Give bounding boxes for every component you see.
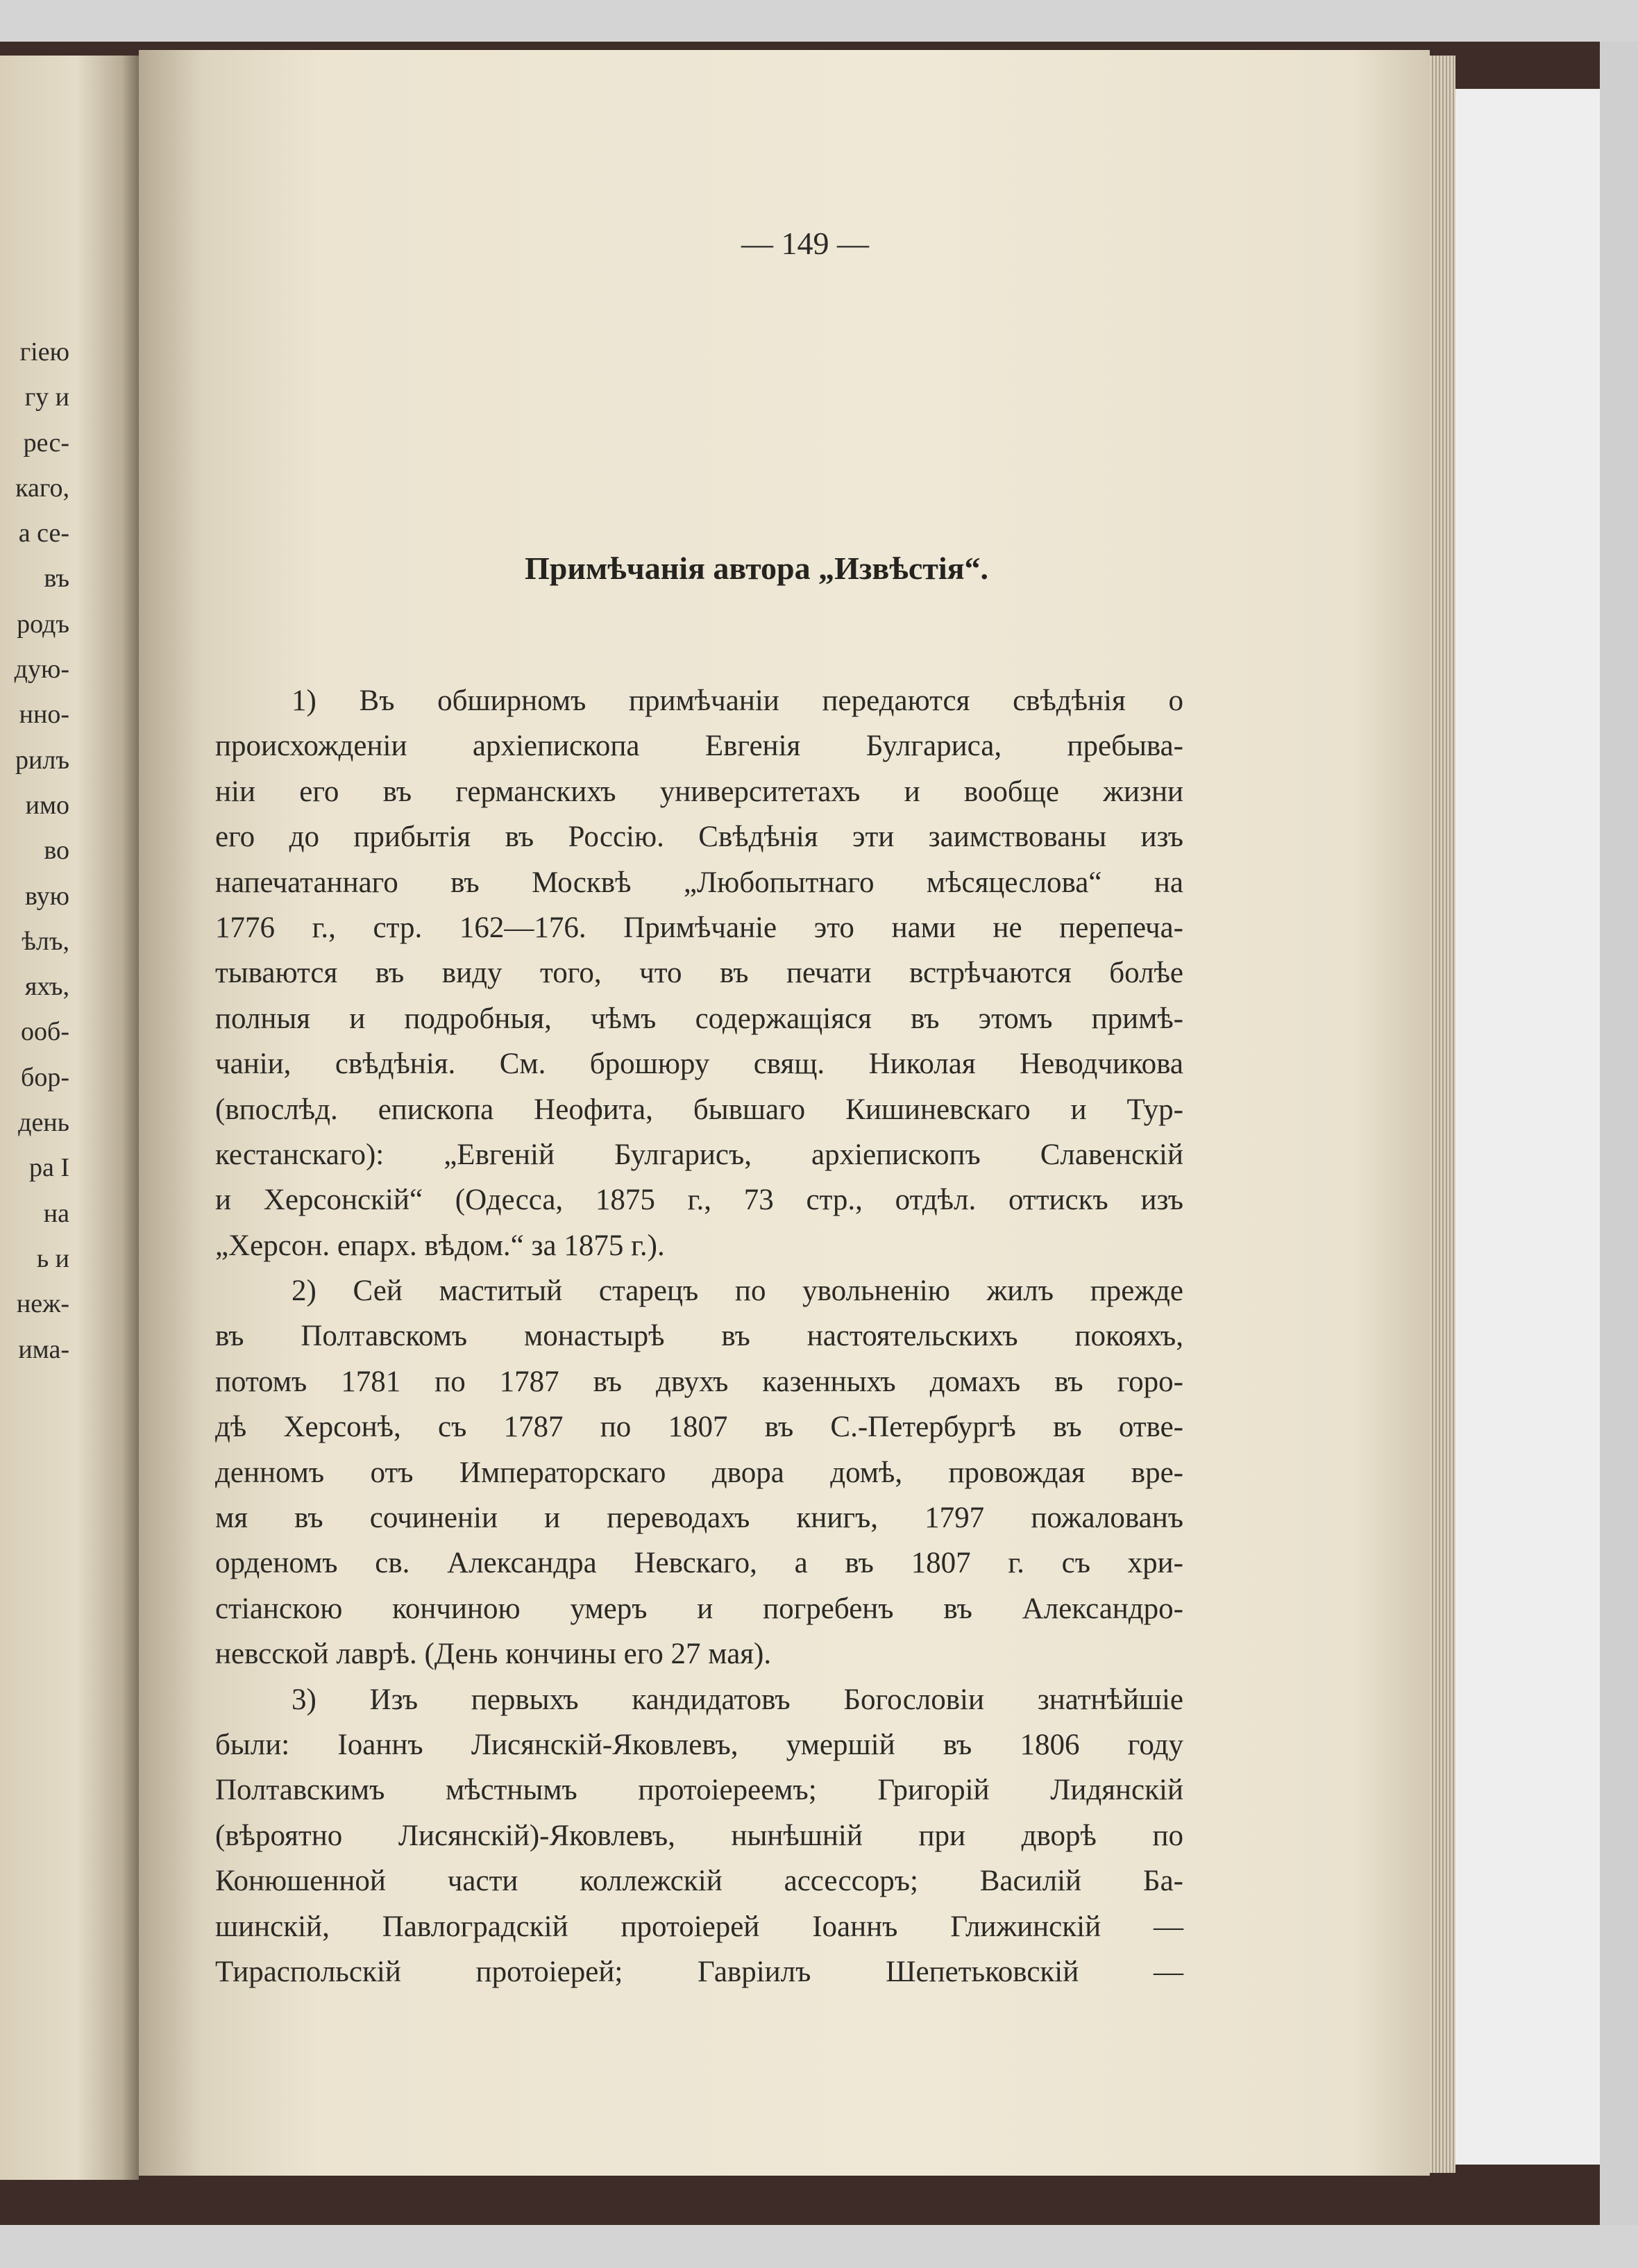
left-page-fragment: бор-: [21, 1062, 69, 1092]
left-page-fragment: имо: [25, 790, 69, 820]
left-page-fragment: каго,: [15, 473, 69, 503]
left-page-fragment: ѣлъ,: [22, 926, 69, 956]
left-page: [0, 56, 139, 2180]
left-page-fragment: рес-: [23, 428, 69, 457]
text-line: невсской лаврѣ. (День кончины его 27 мая).: [215, 1638, 772, 1671]
text-line: въ Полтавскомъ монастырѣ въ настоятельскихъ покояхъ,: [215, 1320, 1183, 1353]
right-page: [139, 50, 1430, 2176]
left-page-fragment: има-: [18, 1334, 69, 1364]
text-line: напечатаннаго въ Москвѣ „Любопытнаго мѣсяцеслова“ на: [215, 866, 1183, 899]
text-line: его до прибытія въ Россію. Свѣдѣнія эти заимствованы изъ: [215, 821, 1183, 854]
text-line: Тираспольскій протоіерей; Гавріилъ Шепетьковскій —: [215, 1955, 1183, 1988]
page-edges: [1426, 56, 1455, 2173]
text-line: (вѣроятно Лисянскій)-Яковлевъ, нынѣшній при дворѣ по: [215, 1819, 1183, 1852]
left-page-fragment: неж-: [16, 1289, 69, 1319]
left-page-fragment: во: [44, 836, 69, 866]
text-line: кестанскаго): „Евгеній Булгарисъ, архіепископъ Славенскій: [215, 1138, 1183, 1171]
left-page-fragment: на: [43, 1198, 69, 1228]
text-line: и Херсонскій“ (Одесса, 1875 г., 73 стр., отдѣл. оттискъ изъ: [215, 1184, 1183, 1217]
text-line: были: Іоаннъ Лисянскій-Яковлевъ, умершій въ 1806 году: [215, 1728, 1183, 1761]
left-page-fragment: рилъ: [15, 745, 69, 775]
text-line: происхожденіи архіепископа Евгенія Булгариса, пребыва-: [215, 730, 1183, 763]
text-line: дѣ Херсонѣ, съ 1787 по 1807 въ С.-Петербургѣ въ отве-: [215, 1411, 1183, 1444]
left-page-fragment: а се-: [18, 519, 69, 548]
text-line: 1776 г., стр. 162—176. Примѣчаніе это нами не перепеча-: [215, 911, 1183, 944]
text-line: стіанскою кончиною умеръ и погребенъ въ Александро-: [215, 1592, 1183, 1625]
text-line: орденомъ св. Александра Невскаго, а въ 1807 г. съ хри-: [215, 1547, 1183, 1580]
left-page-fragment: яхъ,: [24, 972, 69, 1002]
text-line: Конюшенной части коллежскій ассессоръ; Василій Ба-: [215, 1865, 1183, 1898]
left-page-fragment: день: [18, 1108, 69, 1138]
left-page-fragment: нно-: [19, 700, 69, 730]
text-line: (впослѣд. епископа Неофита, бывшаго Кишиневскаго и Тур-: [215, 1093, 1183, 1126]
left-page-fragment: ь и: [36, 1243, 69, 1273]
left-page-fragment: ооб-: [21, 1017, 69, 1047]
left-page-fragment: дую-: [14, 655, 69, 684]
text-line: 3) Изъ первыхъ кандидатовъ Богословіи знатнѣйшіе: [292, 1683, 1183, 1716]
text-line: чаніи, свѣдѣнія. См. брошюру свящ. Николая Неводчикова: [215, 1048, 1183, 1081]
left-page-fragment: ра І: [28, 1153, 69, 1183]
left-page-fragment: вую: [24, 881, 69, 911]
left-page-fragment: гіею: [19, 337, 69, 367]
text-line: шинскій, Павлоградскій протоіерей Іоаннъ Глижинскій —: [215, 1910, 1183, 1943]
body-text: [215, 678, 1183, 1994]
left-page-fragment: гу и: [24, 383, 69, 412]
left-page-fragment: родъ: [17, 609, 69, 639]
text-line: потомъ 1781 по 1787 въ двухъ казенныхъ домахъ въ горо-: [215, 1365, 1183, 1398]
text-line: денномъ отъ Императорскаго двора домѣ, провождая вре-: [215, 1456, 1183, 1489]
left-page-text: [0, 330, 69, 1372]
text-line: тываются въ виду того, что въ печати встрѣчаются болѣе: [215, 957, 1183, 990]
text-line: мя въ сочиненіи и переводахъ книгъ, 1797 пожалованъ: [215, 1502, 1183, 1535]
text-line: полныя и подробныя, чѣмъ содержащіяся въ этомъ примѣ-: [215, 1002, 1183, 1035]
scan-background-strip: [1454, 89, 1600, 2165]
section-title: Примѣчанія автора „Извѣстія“.: [524, 551, 989, 586]
page-number: — 149 —: [741, 226, 869, 261]
text-line: Полтавскимъ мѣстнымъ протоіереемъ; Григорій Лидянскій: [215, 1774, 1183, 1807]
scan-frame-top: [0, 0, 1638, 42]
left-page-fragment: въ: [44, 564, 69, 594]
text-line: 2) Сей маститый старецъ по увольненію жилъ прежде: [292, 1275, 1183, 1308]
text-line: 1) Въ обширномъ примѣчаніи передаются свѣдѣнія о: [292, 684, 1183, 717]
text-line: „Херсон. епарх. вѣдом.“ за 1875 г.).: [215, 1229, 665, 1262]
text-line: ніи его въ германскихъ университетахъ и вообще жизни: [215, 775, 1183, 808]
scan-frame-bottom: [0, 2225, 1638, 2268]
